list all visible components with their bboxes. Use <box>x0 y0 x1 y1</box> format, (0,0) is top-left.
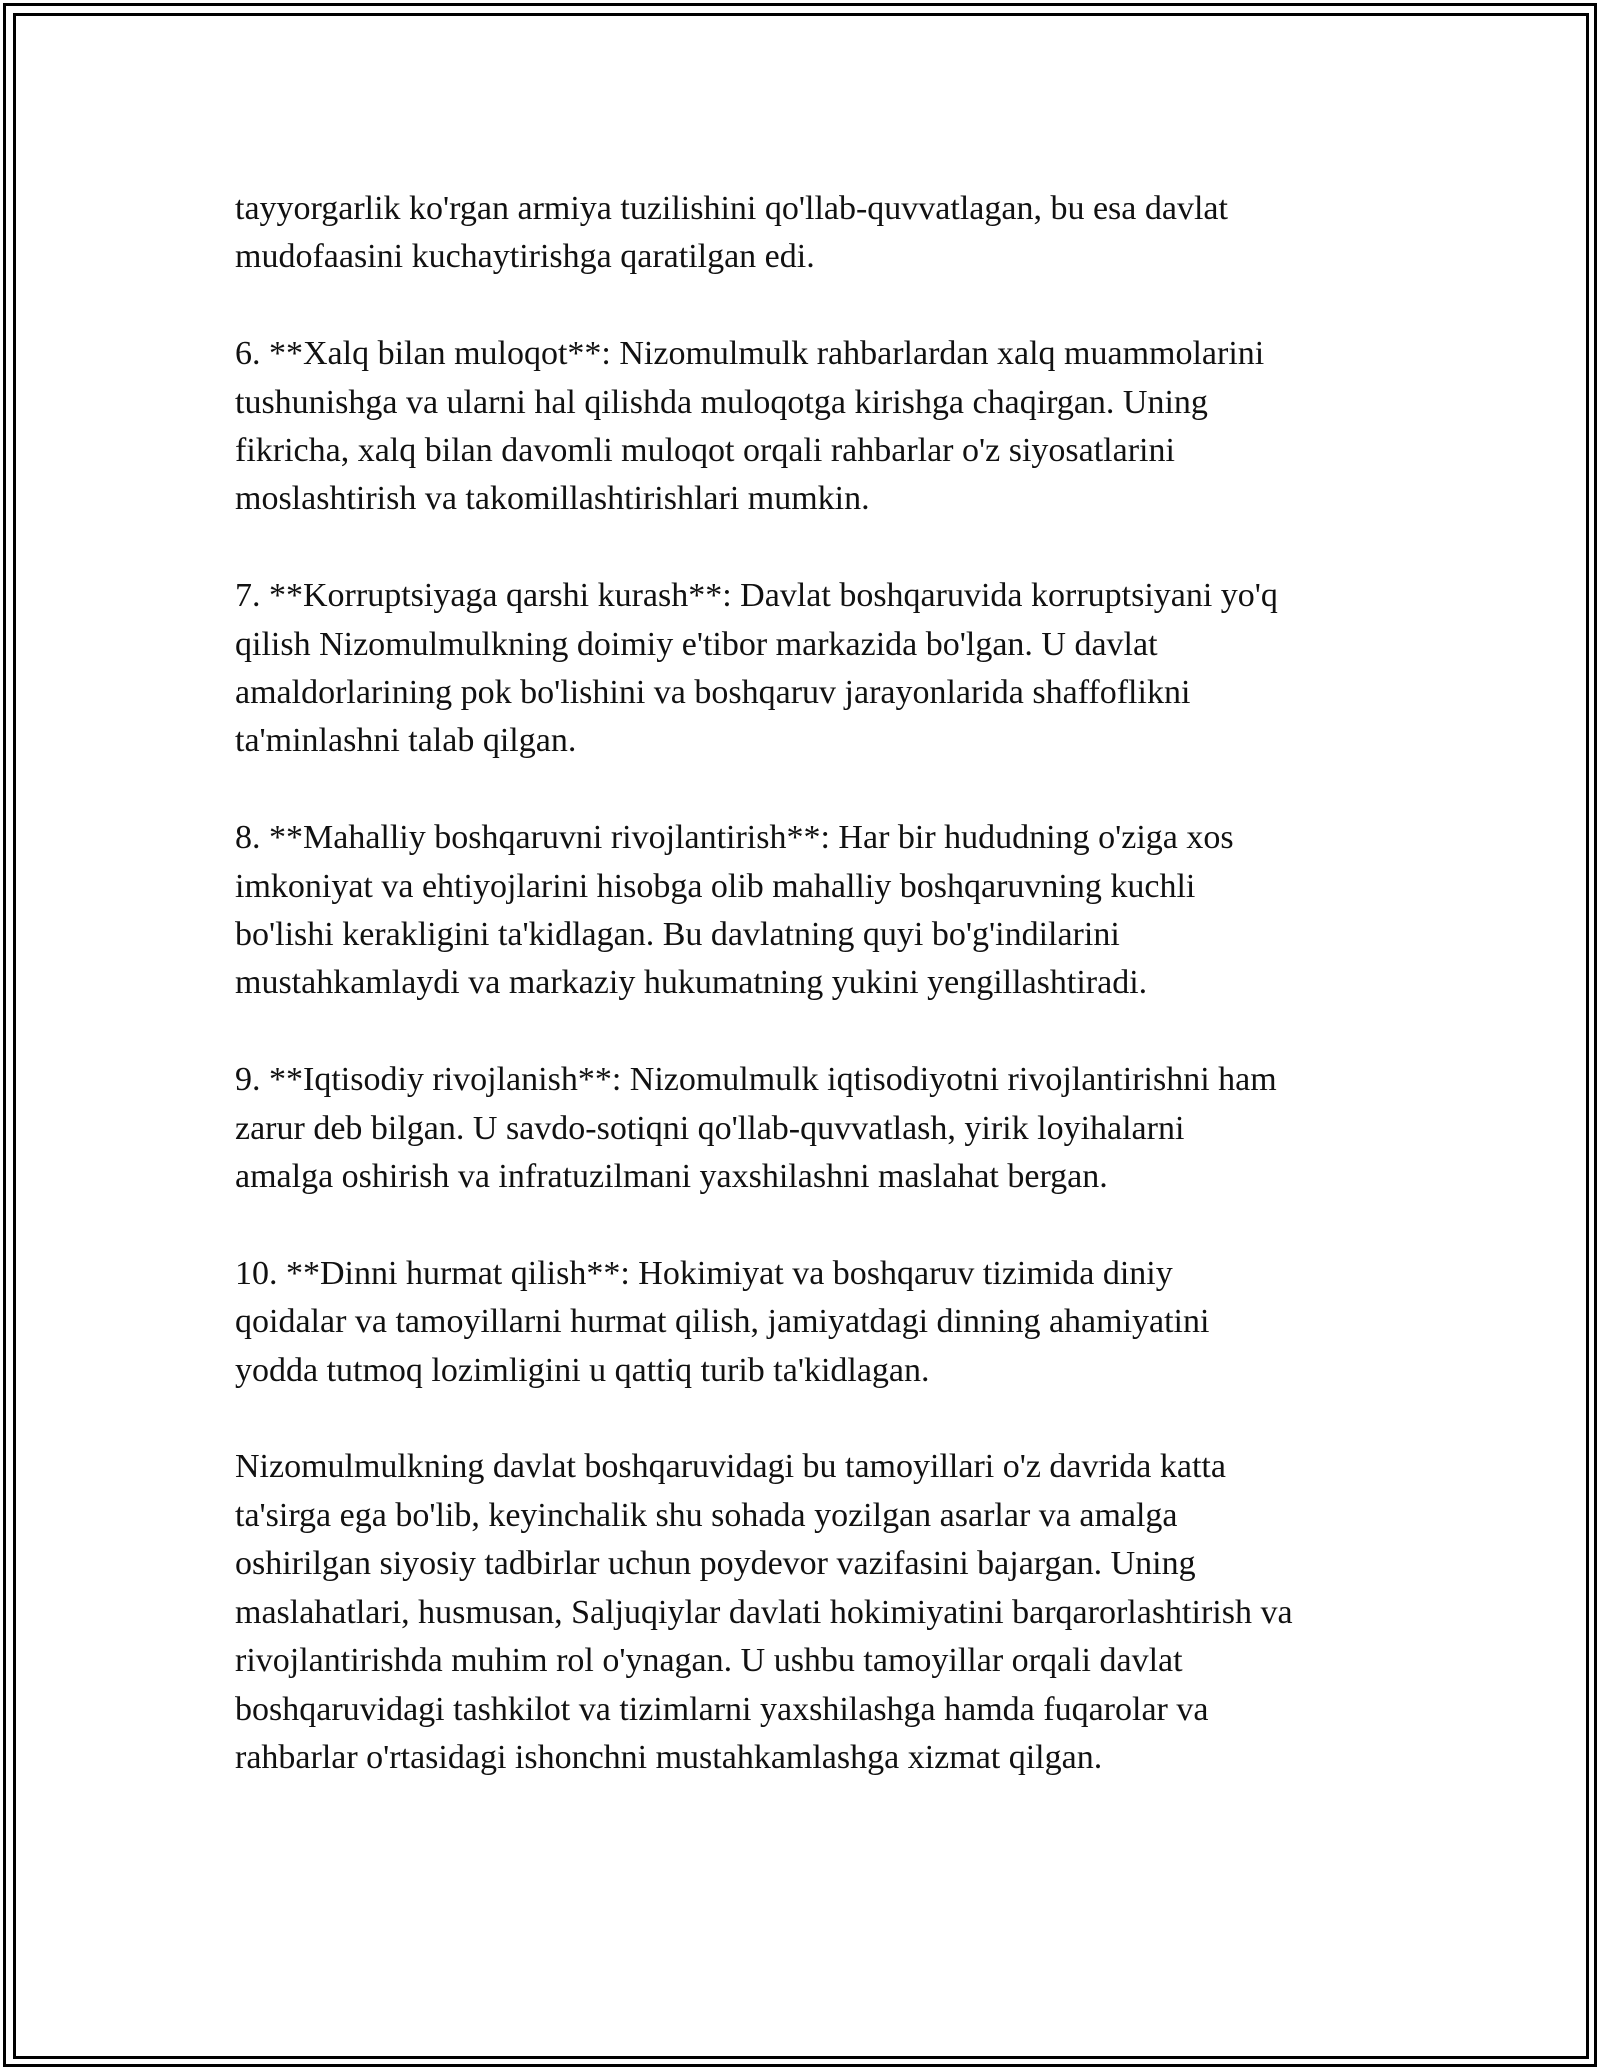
text-line: Nizomulmulkning davlat boshqaruvidagi bu tamoyillari o'z davrida katta <box>235 1448 1226 1486</box>
paragraph-continuation <box>235 185 1395 282</box>
text-line: maslahatlari, husmusan, Saljuqiylar davlati hokimiyatini barqarorlashtirish va <box>235 1593 1293 1631</box>
text-line: tayyorgarlik ko'rgan armiya tuzilishini qo'llab-quvvatlagan, bu esa davlat <box>235 190 1228 227</box>
text-line: qilish Nizomulmulkning doimiy e'tibor markazida bo'lgan. U davlat <box>235 625 1158 663</box>
text-line: boshqaruvidagi tashkilot va tizimlarni yaxshilashga hamda fuqarolar va <box>235 1690 1209 1728</box>
paragraph-conclusion <box>235 1443 1395 1782</box>
text-line: oshirilgan siyosiy tadbirlar uchun poydevor vazifasini bajargan. Uning <box>235 1545 1196 1583</box>
text-line: amaldorlarining pok bo'lishini va boshqaruv jarayonlarida shaffoflikni <box>235 674 1191 712</box>
document-body <box>235 185 1395 1831</box>
text-line: tushunishga va ularni hal qilishda muloqotga kirishga chaqirgan. Uning <box>235 383 1208 421</box>
text-line: ta'minlashni talab qilgan. <box>235 722 577 760</box>
text-line: amalga oshirish va infratuzilmani yaxshilashni maslahat bergan. <box>235 1158 1108 1196</box>
text-line: ta'sirga ega bo'lib, keyinchalik shu sohada yozilgan asarlar va amalga <box>235 1496 1178 1534</box>
text-line: mudofaasini kuchaytirishga qaratilgan edi. <box>235 238 815 276</box>
paragraph-item-7 <box>235 572 1395 766</box>
text-line: moslashtirish va takomillashtirishlari mumkin. <box>235 480 870 518</box>
paragraph-item-8 <box>235 814 1395 1008</box>
text-line: 7. **Korruptsiyaga qarshi kurash**: Davlat boshqaruvida korruptsiyani yo'q <box>235 577 1278 615</box>
paragraph-item-9 <box>235 1056 1395 1201</box>
text-line: imkoniyat va ehtiyojlarini hisobga olib mahalliy boshqaruvning kuchli <box>235 867 1196 905</box>
text-line: rahbarlar o'rtasidagi ishonchni mustahkamlashga xizmat qilgan. <box>235 1738 1103 1776</box>
text-line: yodda tutmoq lozimligini u qattiq turib ta'kidlagan. <box>235 1351 930 1389</box>
text-line: mustahkamlaydi va markaziy hukumatning yukini yengillashtiradi. <box>235 964 1148 1002</box>
text-line: 8. **Mahalliy boshqaruvni rivojlantirish**: Har bir hududning o'ziga xos <box>235 819 1234 857</box>
text-line: 10. **Dinni hurmat qilish**: Hokimiyat va boshqaruv tizimida diniy <box>235 1254 1173 1292</box>
text-line: rivojlantirishda muhim rol o'ynagan. U ushbu tamoyillar orqali davlat <box>235 1642 1183 1680</box>
text-line: 9. **Iqtisodiy rivojlanish**: Nizomulmulk iqtisodiyotni rivojlantirishni ham <box>235 1061 1277 1099</box>
text-line: fikricha, xalq bilan davomli muloqot orqali rahbarlar o'z siyosatlarini <box>235 432 1175 470</box>
paragraph-item-6 <box>235 330 1395 524</box>
text-line: 6. **Xalq bilan muloqot**: Nizomulmulk rahbarlardan xalq muammolarini <box>235 335 1265 373</box>
text-line: bo'lishi kerakligini ta'kidlagan. Bu davlatning quyi bo'g'indilarini <box>235 916 1120 954</box>
text-line: qoidalar va tamoyillarni hurmat qilish, jamiyatdagi dinning ahamiyatini <box>235 1303 1210 1341</box>
text-line: zarur deb bilgan. U savdo-sotiqni qo'llab-quvvatlash, yirik loyihalarni <box>235 1109 1185 1147</box>
paragraph-item-10 <box>235 1250 1395 1395</box>
